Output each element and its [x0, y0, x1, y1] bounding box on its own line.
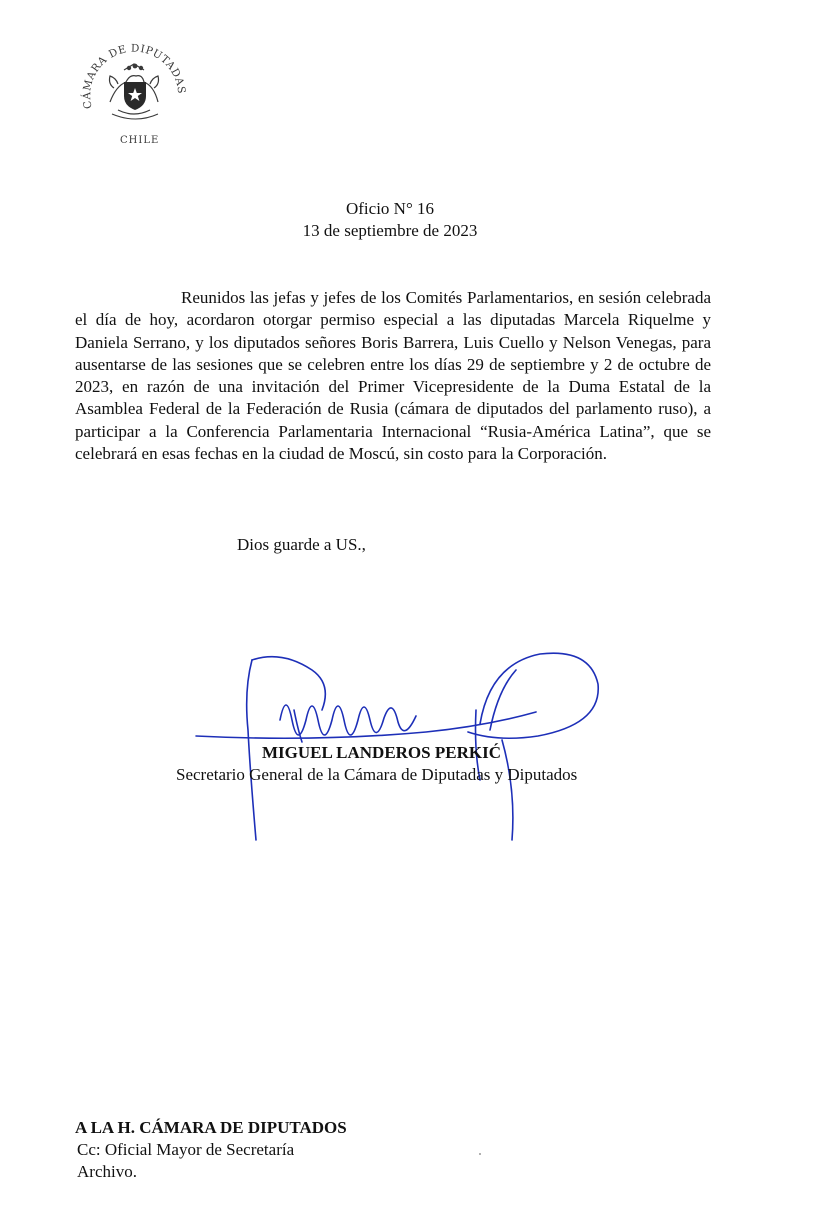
carbon-copy-line: Cc: Oficial Mayor de Secretaría [77, 1140, 295, 1159]
scan-speck [479, 1153, 481, 1155]
closing-line: Dios guarde a US., [237, 535, 366, 554]
document-reference: Oficio N° 16 [345, 199, 435, 218]
signer-title: Secretario General de la Cámara de Diputadas y Diputados [176, 765, 578, 784]
document-body: Reunidos las jefas y jefes de los Comités Parlamentarios, en sesión celebrada el día de hoy, acordaron otorgar permiso especial a las diputadas Marcela Riquelme y Daniela Serrano, y los diputados señores Boris Barrera, Luis Cuello y Nelson Venegas, para ausentarse de las sesiones que se celebren entre los días 29 de septiembre y 2 de octubre de 2023, en razón de una invitación del Primer Vicepresidente de la Duma Estatal de la Asamblea Federal de la Federación de Rusia (cámara de diputados del parlamento ruso), a participar a la Conferencia Parlamentaria Internacional “Rusia-América Latina”, que se celebrará en esas fechas en la ciudad de Moscú, sin costo para la Corporación. [75, 288, 711, 464]
addressee: A LA H. CÁMARA DE DIPUTADOS [75, 1118, 347, 1137]
document-date: 13 de septiembre de 2023 [302, 221, 478, 240]
chamber-seal [74, 30, 192, 150]
seal-emblem-icon [74, 30, 192, 150]
seal-arc-text: CÁMARA DE DIPUTADAS [81, 42, 188, 110]
handwritten-signature [190, 640, 610, 840]
seal-country: CHILE [120, 135, 160, 146]
archive-line: Archivo. [77, 1162, 137, 1181]
signer-name: MIGUEL LANDEROS PERKIĆ [262, 743, 501, 762]
